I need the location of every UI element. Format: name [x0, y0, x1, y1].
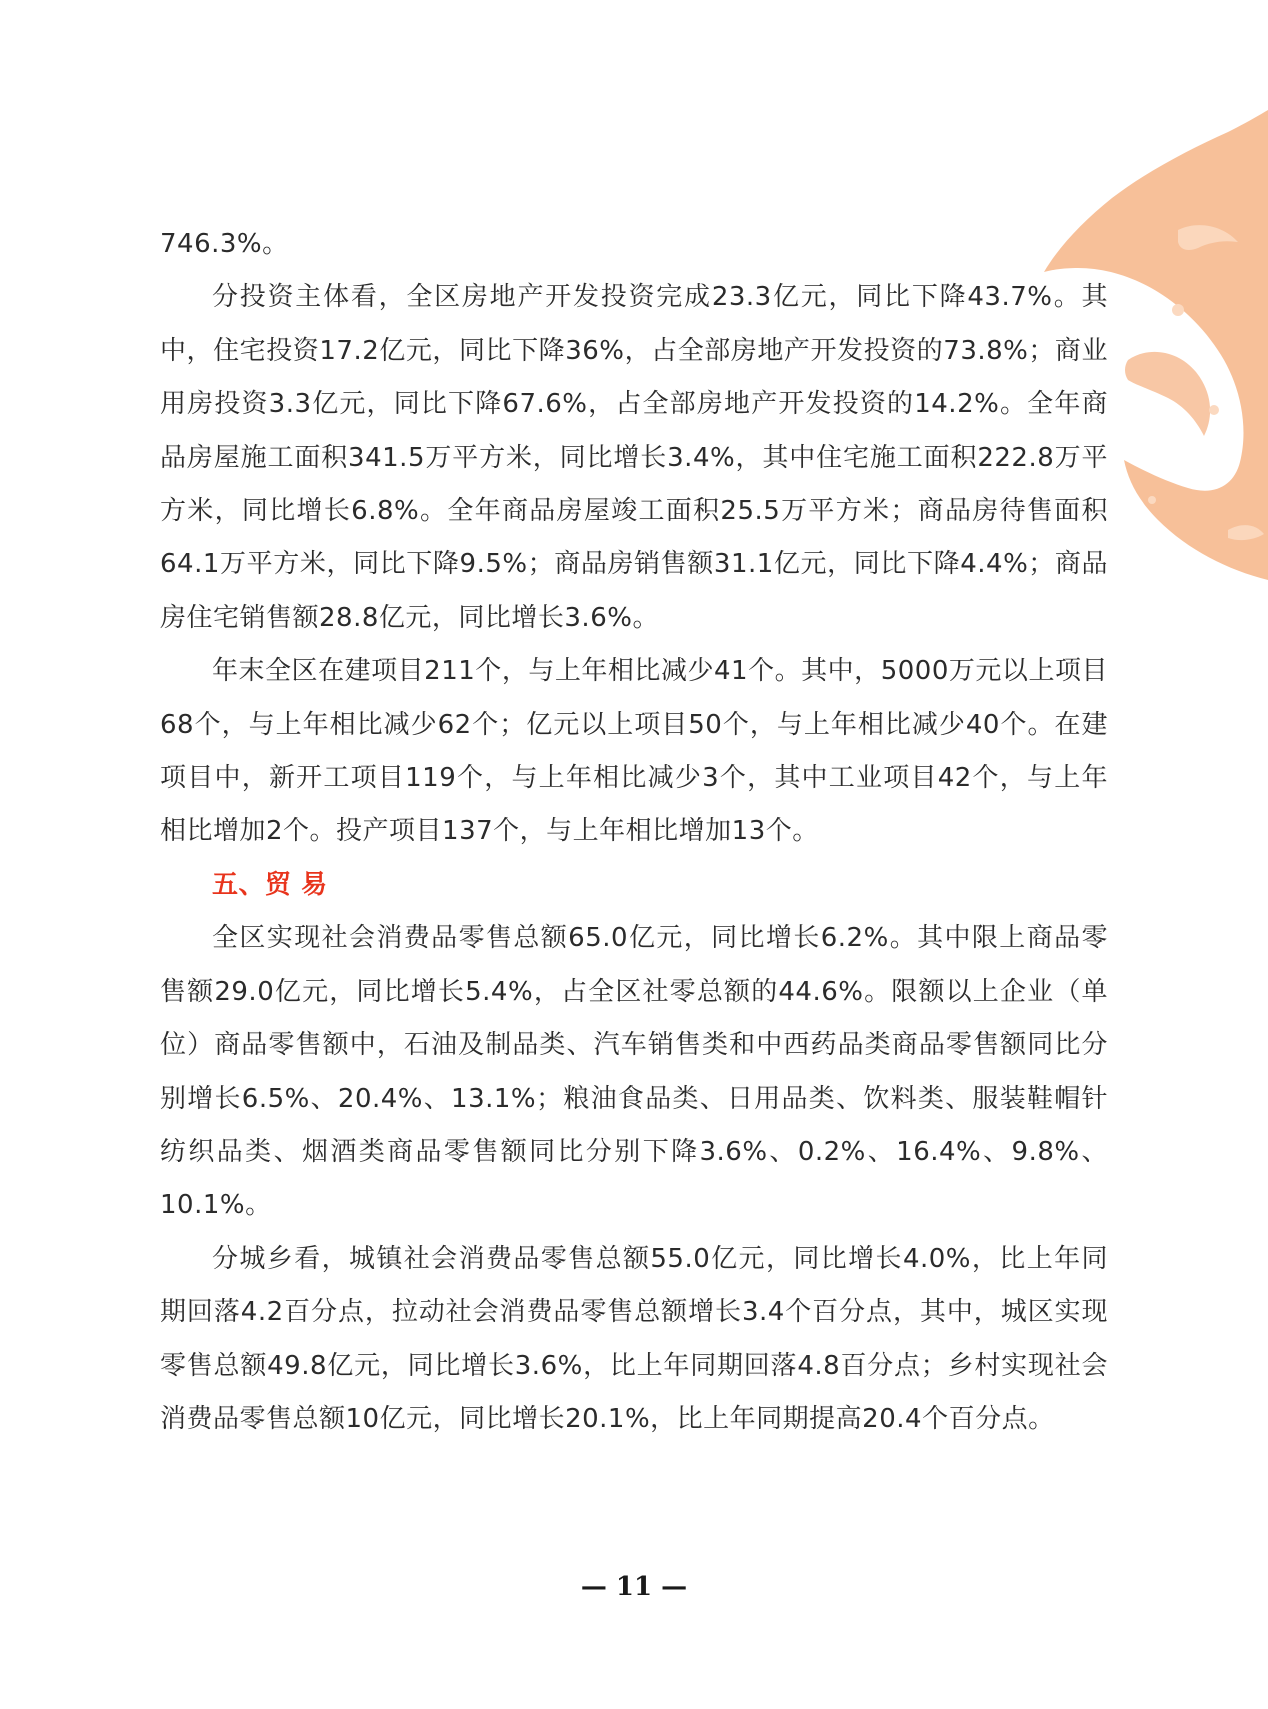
paragraph-real-estate-investment: 分投资主体看，全区房地产开发投资完成23.3亿元，同比下降43.7%。其中，住宅投资17.2亿元，同比下降36%，占全部房地产开发投资的73.8%；商业用房投资3.3亿元，同比下降67.6%，占全部房地产开发投资的14.2%。全年商品房屋施工面积341.5万平方米，同比增长3.4%，其中住宅施工面积222.8万平方米，同比增长6.8%。全年商品房屋竣工面积25.5万平方米；商品房待售面积64.1万平方米，同比下降9.5%；商品房销售额31.1亿元，同比下降4.4%；商品房住宅销售额28.8亿元，同比增长3.6%。	[160, 282, 1108, 633]
paragraph-retail-sales: 全区实现社会消费品零售总额65.0亿元，同比增长6.2%。其中限上商品零售额29.0亿元，同比增长5.4%，占全区社零总额的44.6%。限额以上企业（单位）商品零售额中，石油及制品类、汽车销售类和中西药品类商品零售额同比分别增长6.5%、20.4%、13.1%；粮油食品类、日用品类、饮料类、服装鞋帽针纺织品类、烟酒类商品零售额同比分别下降3.6%、0.2%、16.4%、9.8%、10.1%。	[160, 923, 1108, 1221]
page-number: — 11 —	[580, 1572, 688, 1602]
paragraph-continuation: 746.3%。	[160, 229, 289, 259]
paragraph-urban-rural-sales: 分城乡看，城镇社会消费品零售总额55.0亿元，同比增长4.0%，比上年同期回落4.2百分点，拉动社会消费品零售总额增长3.4个百分点，其中，城区实现零售总额49.8亿元，同比增长3.6%，比上年同期回落4.8百分点；乡村实现社会消费品零售总额10亿元，同比增长20.1%，比上年同期提高20.4个百分点。	[160, 1243, 1108, 1434]
section-heading-trade: 五、贸 易	[212, 869, 328, 900]
paragraph-construction-projects: 年末全区在建项目211个，与上年相比减少41个。其中，5000万元以上项目68个，与上年相比减少62个；亿元以上项目50个，与上年相比减少40个。在建项目中，新开工项目119个，与上年相比减少3个，其中工业项目42个，与上年相比增加2个。投产项目137个，与上年相比增加13个。	[160, 656, 1108, 847]
document-body	[160, 218, 1108, 1446]
